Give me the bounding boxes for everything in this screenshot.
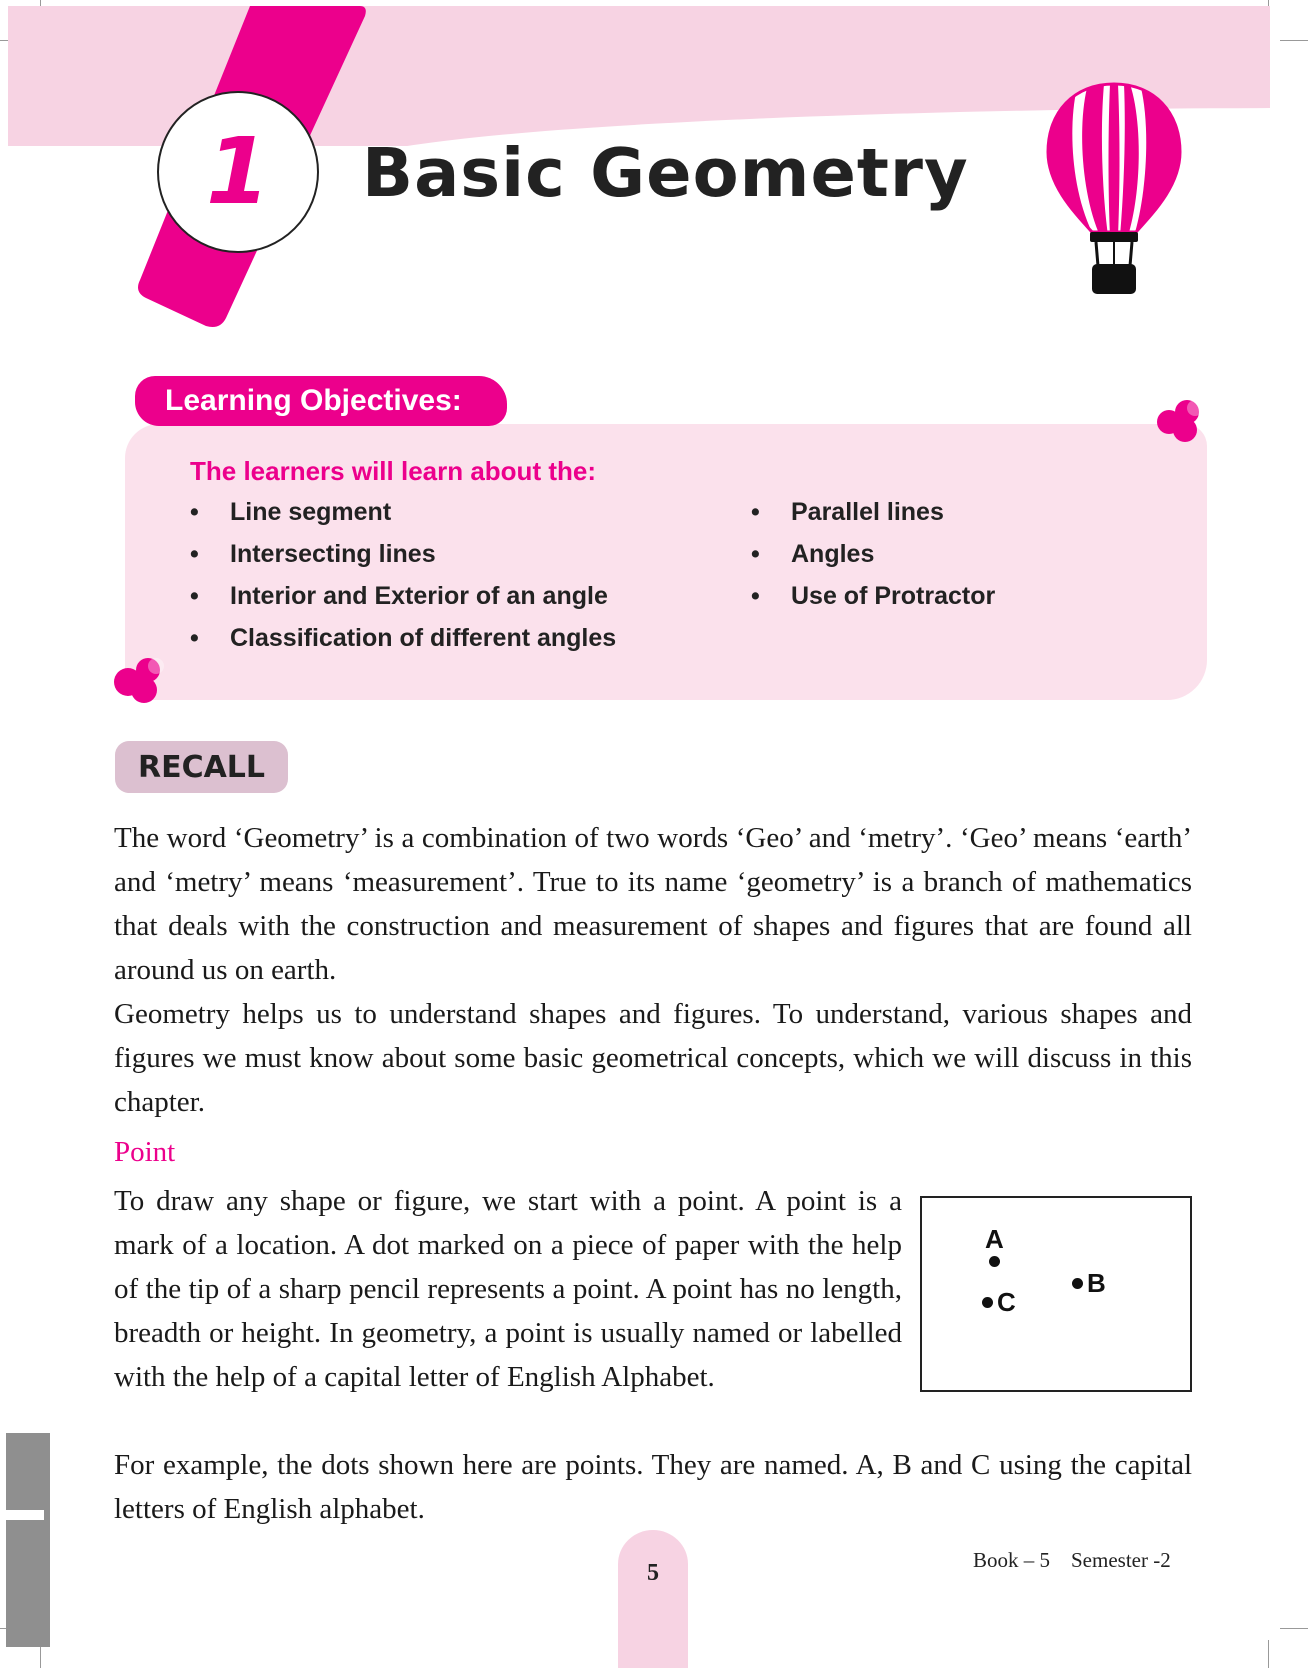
point-heading: Point <box>114 1136 176 1168</box>
objectives-intro: The learners will learn about the: <box>190 456 596 486</box>
recall-heading: RECALL <box>115 741 288 793</box>
side-tab-notch <box>6 1510 44 1520</box>
page-number-tab <box>618 1530 688 1668</box>
points-figure <box>920 1196 1192 1392</box>
page-number: 5 <box>647 1560 659 1586</box>
hot-air-balloon-icon <box>1044 80 1184 296</box>
objective-text: Intersecting lines <box>230 540 436 568</box>
bullet: • <box>190 624 199 652</box>
example-paragraph: For example, the dots shown here are points. They are named. A, B and C using the capital letters of English alphabet. <box>114 1449 1192 1525</box>
point-b-dot <box>1072 1278 1083 1289</box>
bullet: • <box>751 540 760 568</box>
objective-text: Interior and Exterior of an angle <box>230 582 608 610</box>
decorative-flower-icon <box>112 654 170 706</box>
point-label-b: B <box>1087 1268 1106 1298</box>
objective-text: Line segment <box>230 498 392 526</box>
intro-paragraph: The word ‘Geometry’ is a combination of two words ‘Geo’ and ‘metry’. ‘Geo’ means ‘earth’ and ‘metry’ means ‘measurement’. True to its name ‘geometry’ is a branch of mathematics that deals with the construction and measurement of shapes and figures that are found all around us on earth. <box>114 822 1192 986</box>
side-thumb-tab <box>6 1433 50 1647</box>
crop-mark <box>1280 1628 1308 1629</box>
book-info: Book – 5 Semester -2 <box>973 1548 1171 1572</box>
chapter-number-circle <box>157 91 319 253</box>
chapter-number: 1 <box>205 118 270 225</box>
bullet: • <box>751 582 760 610</box>
bullet: • <box>190 498 199 526</box>
crop-mark <box>1268 1640 1269 1668</box>
chapter-title: Basic Geometry <box>362 134 969 212</box>
geometry-paragraph: Geometry helps us to understand shapes and figures. To understand, various shapes and figures we must know about some basic geometrical concepts, which we will discuss in this chapter. <box>114 998 1192 1118</box>
bullet: • <box>751 498 760 526</box>
crop-mark <box>1280 40 1308 41</box>
objective-text: Classification of different angles <box>230 624 617 652</box>
objective-text: Use of Protractor <box>791 582 996 610</box>
objective-text: Parallel lines <box>791 498 944 526</box>
bullet: • <box>190 540 199 568</box>
point-a-dot <box>989 1256 1000 1267</box>
bullet: • <box>190 582 199 610</box>
point-label-a: A <box>985 1224 1004 1254</box>
objective-text: Angles <box>791 540 875 568</box>
point-label-c: C <box>997 1287 1016 1317</box>
point-paragraph: To draw any shape or figure, we start with a point. A point is a mark of a location. A dot marked on a piece of paper with the help of the tip of a sharp pencil represents a point. A point has no length, breadth or height. In geometry, a point is usually named or labelled with the help of a capital letter of English Alphabet. <box>114 1185 902 1393</box>
point-c-dot <box>982 1297 993 1308</box>
learning-objectives-tab: Learning Objectives: <box>135 376 507 426</box>
decorative-flower-icon <box>1155 396 1207 446</box>
